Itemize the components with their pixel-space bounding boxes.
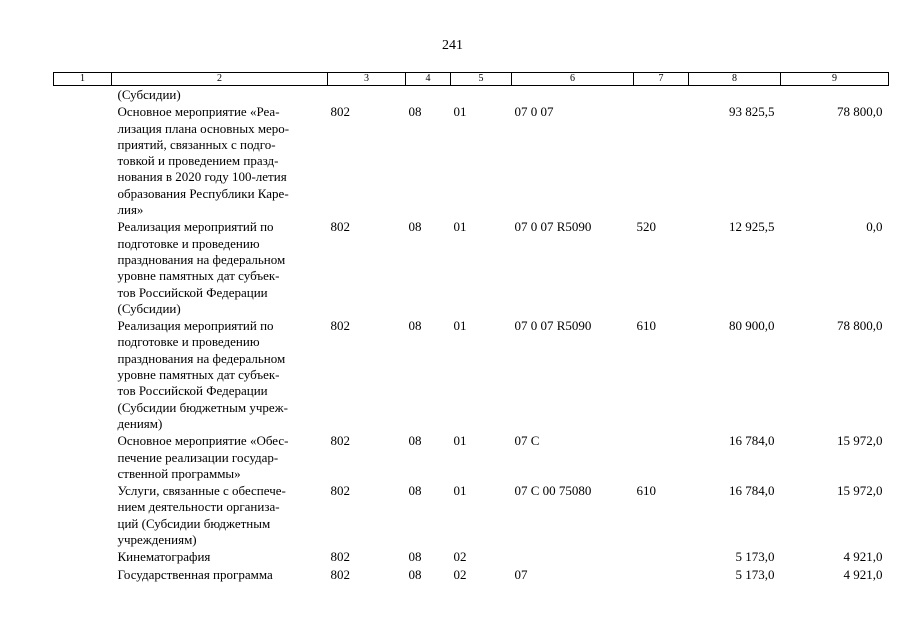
cell-index <box>54 218 112 317</box>
name-line: нием деятельности организа- <box>117 499 280 515</box>
name-line: лизация плана основных меро- <box>117 120 290 136</box>
cell-name <box>112 317 328 432</box>
column-header-7: 7 <box>634 73 689 86</box>
cell-expense-type <box>634 566 689 583</box>
table-row <box>54 86 889 104</box>
cell-name <box>112 432 328 482</box>
cell-ministry-code: 802 <box>330 483 350 499</box>
name-line: приятий, связанных с подго- <box>117 136 276 152</box>
name-line: образования Республики Каре- <box>117 185 289 201</box>
cell-subsection-code: 01 <box>453 433 467 449</box>
cell-subsection-code <box>451 86 512 104</box>
name-line: Основное мероприятие «Реа- <box>117 104 280 120</box>
cell-amount-year-1: 12 925,5 <box>729 219 775 235</box>
cell-amount-year-2: 4 921,0 <box>843 566 883 582</box>
table-row <box>54 103 889 218</box>
cell-amount-year-2: 78 800,0 <box>837 104 883 120</box>
cell-subsection-code: 01 <box>453 483 467 499</box>
cell-expense-type <box>634 548 689 565</box>
table-row <box>54 432 889 482</box>
cell-expense-type: 520 <box>636 219 656 235</box>
cell-amount-year-2 <box>781 86 889 104</box>
cell-section-code: 08 <box>408 104 422 120</box>
name-line: уровне памятных дат субъек- <box>117 268 280 284</box>
name-line: тов Российской Федерации <box>117 284 268 300</box>
cell-expense-type <box>634 103 689 218</box>
cell-index <box>54 103 112 218</box>
cell-name <box>112 566 328 583</box>
cell-index <box>54 482 112 548</box>
name-line: (Субсидии) <box>117 87 181 102</box>
cell-subsection-code: 02 <box>453 566 467 582</box>
column-header-6: 6 <box>512 73 634 86</box>
cell-target-article: 07 0 07 <box>514 104 554 120</box>
cell-ministry-code: 802 <box>330 566 350 582</box>
name-line: (Субсидии бюджетным учреж- <box>117 399 288 415</box>
cell-ministry-code: 802 <box>330 318 350 334</box>
cell-section-code: 08 <box>408 549 422 565</box>
table-row <box>54 218 889 317</box>
cell-ministry-code: 802 <box>330 549 350 565</box>
table-body <box>54 86 889 583</box>
cell-subsection-code: 01 <box>453 318 467 334</box>
name-line: подготовке и проведению <box>117 235 260 251</box>
column-header-3: 3 <box>328 73 406 86</box>
name-line: тов Российской Федерации <box>117 383 268 399</box>
cell-name <box>112 548 328 565</box>
name-line: подготовке и проведению <box>117 334 260 350</box>
name-line: Услуги, связанные с обеспече- <box>117 483 286 499</box>
name-line: нования в 2020 году 100-летия <box>117 169 287 185</box>
cell-name <box>112 86 328 104</box>
cell-section-code: 08 <box>408 219 422 235</box>
cell-expense-type: 610 <box>636 318 656 334</box>
cell-ministry-code: 802 <box>330 104 350 120</box>
name-line: Реализация мероприятий по <box>117 318 274 334</box>
column-header-8: 8 <box>689 73 781 86</box>
cell-target-article: 07 С 00 75080 <box>514 483 592 499</box>
cell-amount-year-2: 15 972,0 <box>837 483 883 499</box>
table-row <box>54 566 889 583</box>
column-header-5: 5 <box>451 73 512 86</box>
name-line: Основное мероприятие «Обес- <box>117 433 289 449</box>
cell-section-code: 08 <box>408 483 422 499</box>
cell-index <box>54 548 112 565</box>
name-line: уровне памятных дат субъек- <box>117 367 280 383</box>
cell-name <box>112 103 328 218</box>
column-header-9: 9 <box>781 73 889 86</box>
cell-target-article: 07 0 07 R5090 <box>514 318 592 334</box>
cell-index <box>54 317 112 432</box>
cell-amount-year-2: 0,0 <box>866 219 883 235</box>
page-number: 241 <box>442 38 463 53</box>
cell-ministry-code: 802 <box>330 433 350 449</box>
name-line: (Субсидии) <box>117 300 181 316</box>
cell-index <box>54 566 112 583</box>
table-row <box>54 548 889 565</box>
name-line: дениям) <box>117 415 163 431</box>
header-row <box>54 73 889 86</box>
table-header <box>54 73 889 86</box>
cell-amount-year-1 <box>689 86 781 104</box>
cell-ministry-code: 802 <box>330 219 350 235</box>
name-line: Государственная программа <box>117 566 273 582</box>
cell-amount-year-1: 16 784,0 <box>729 433 775 449</box>
name-line: празднования на федеральном <box>117 251 286 267</box>
cell-subsection-code: 02 <box>453 549 467 565</box>
cell-expense-type <box>634 86 689 104</box>
budget-table <box>53 72 889 583</box>
table-row <box>54 482 889 548</box>
cell-subsection-code: 01 <box>453 219 467 235</box>
name-line: товкой и проведением празд- <box>117 153 279 169</box>
cell-target-article <box>512 548 634 565</box>
column-header-4: 4 <box>406 73 451 86</box>
cell-section-code: 08 <box>408 318 422 334</box>
cell-name <box>112 218 328 317</box>
table-row <box>54 317 889 432</box>
name-line: Кинематография <box>117 549 211 565</box>
cell-section-code <box>406 86 451 104</box>
cell-name <box>112 482 328 548</box>
cell-amount-year-1: 16 784,0 <box>729 483 775 499</box>
cell-section-code: 08 <box>408 566 422 582</box>
name-line: учреждениям) <box>117 532 197 548</box>
cell-amount-year-2: 4 921,0 <box>843 549 883 565</box>
cell-amount-year-1: 5 173,0 <box>735 566 775 582</box>
name-line: лия» <box>117 202 144 218</box>
cell-section-code: 08 <box>408 433 422 449</box>
cell-amount-year-1: 5 173,0 <box>735 549 775 565</box>
name-line: празднования на федеральном <box>117 350 286 366</box>
cell-amount-year-1: 80 900,0 <box>729 318 775 334</box>
cell-ministry-code <box>328 86 406 104</box>
cell-target-article <box>512 86 634 104</box>
name-line: печение реализации государ- <box>117 449 279 465</box>
cell-expense-type: 610 <box>636 483 656 499</box>
column-header-2: 2 <box>112 73 328 86</box>
name-line: Реализация мероприятий по <box>117 219 274 235</box>
cell-amount-year-2: 15 972,0 <box>837 433 883 449</box>
column-header-1: 1 <box>54 73 112 86</box>
name-line: ций (Субсидии бюджетным <box>117 515 271 531</box>
name-line: ственной программы» <box>117 465 241 481</box>
cell-amount-year-1: 93 825,5 <box>729 104 775 120</box>
cell-target-article: 07 С <box>514 433 540 449</box>
cell-amount-year-2: 78 800,0 <box>837 318 883 334</box>
cell-index <box>54 432 112 482</box>
cell-expense-type <box>634 432 689 482</box>
cell-target-article: 07 <box>514 566 528 582</box>
cell-subsection-code: 01 <box>453 104 467 120</box>
cell-target-article: 07 0 07 R5090 <box>514 219 592 235</box>
cell-index <box>54 86 112 104</box>
